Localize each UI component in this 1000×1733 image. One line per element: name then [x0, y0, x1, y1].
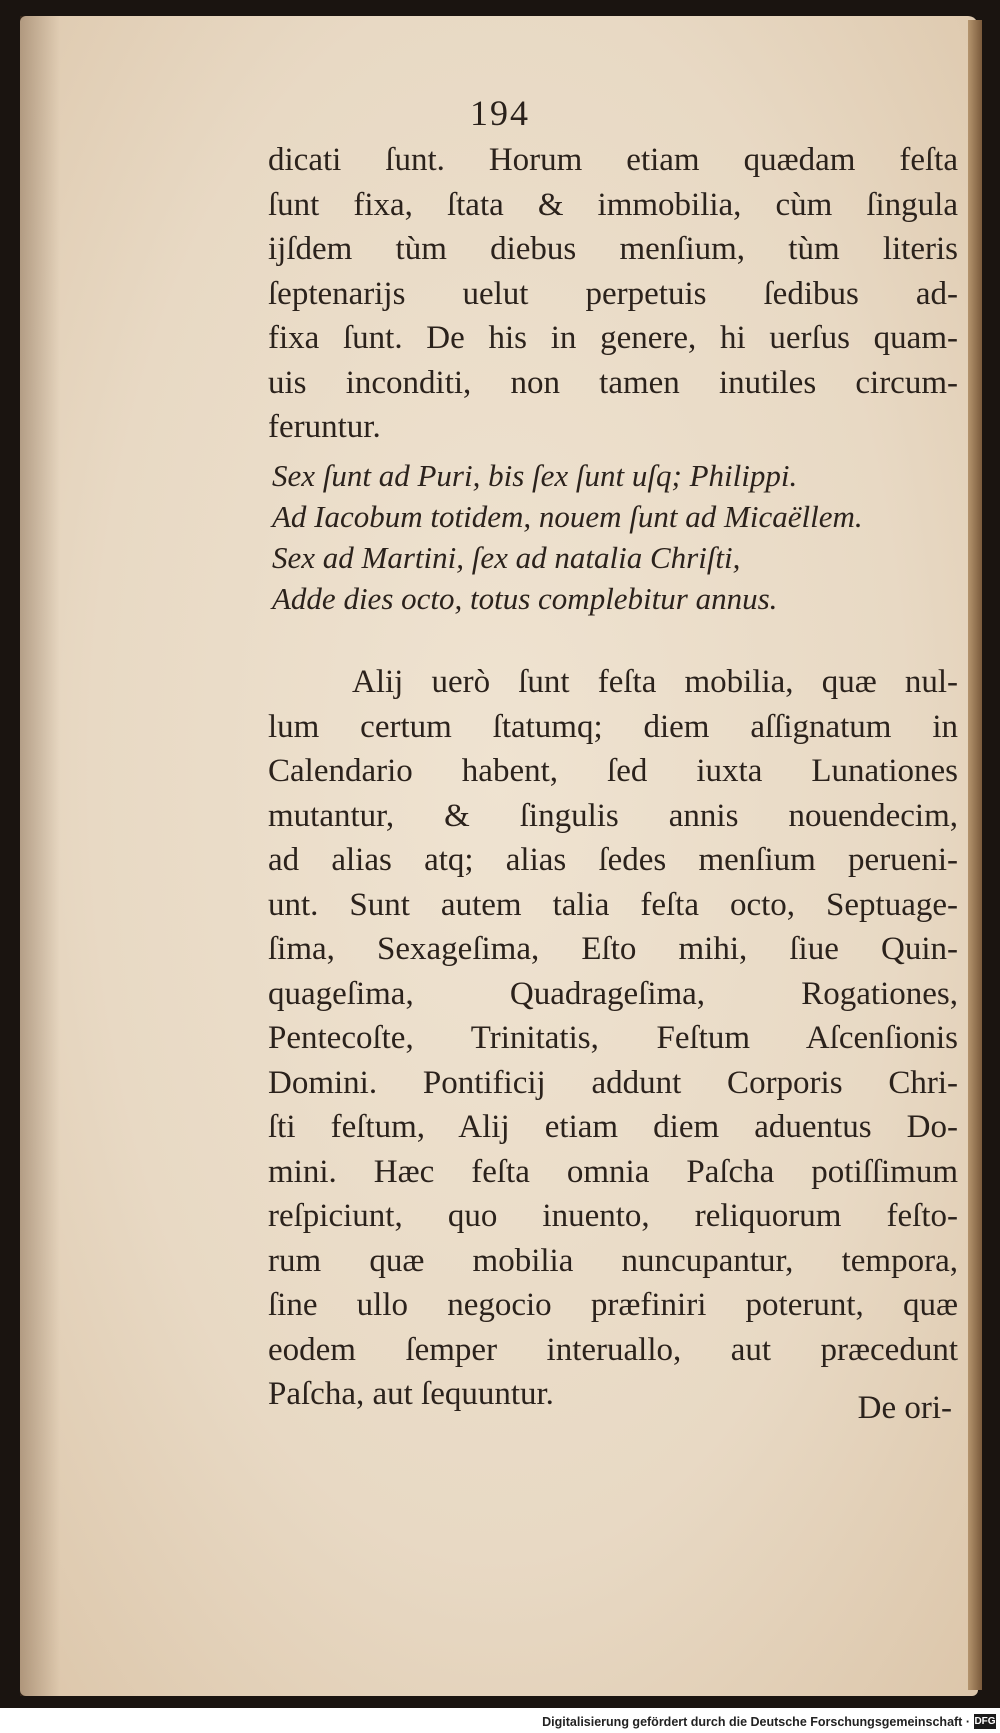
text-line: unt. Sunt autem talia feſta octo, Septuage-: [268, 886, 958, 923]
page-edge: [968, 20, 982, 1690]
text-line: dicati ſunt. Horum etiam quædam feſta: [268, 142, 958, 178]
gutter-shadow: [20, 16, 60, 1696]
text-line: eodem ſemper interuallo, aut præcedunt: [268, 1331, 958, 1368]
funding-note: Digitalisierung gefördert durch die Deutsche Forschungsgemeinschaft ·: [542, 1715, 970, 1729]
verse-line: Sex ſunt ad Puri, bis ſex ſunt uſq; Philippi.: [272, 458, 798, 493]
text-line: ad alias atq; alias ſedes menſium perueni-: [268, 842, 958, 878]
text-line: feruntur.: [268, 409, 381, 445]
page-number: 194: [470, 93, 530, 133]
text-line: Calendario habent, ſed iuxta Lunationes: [268, 753, 958, 789]
text-line: lum certum ſtatumq; diem aſſignatum in: [268, 708, 958, 745]
text-line: uis inconditi, non tamen inutiles circum-: [268, 364, 958, 401]
paragraph-1: [268, 138, 958, 450]
verse-line: Adde dies octo, totus complebitur annus.: [272, 581, 778, 616]
text-line: mini. Hæc feſta omnia Paſcha potiſſimum: [268, 1153, 958, 1190]
dfg-logo: DFG: [974, 1716, 996, 1727]
text-line: reſpiciunt, quo inuento, reliquorum feſto-: [268, 1198, 958, 1234]
text-line: ſti feſtum, Alij etiam diem aduentus Do-: [268, 1109, 958, 1145]
text-line: rum quæ mobilia nuncupantur, tempora,: [268, 1242, 958, 1279]
verse-block: [272, 455, 962, 619]
text-line: Paſcha, aut ſequuntur.: [268, 1376, 554, 1412]
verse-line: Ad Iacobum totidem, nouem ſunt ad Micaëllem.: [272, 499, 863, 534]
text-line: mutantur, & ſingulis annis nouendecim,: [268, 797, 958, 834]
catchword: De ori-: [857, 1390, 952, 1426]
text-line: ijſdem tùm diebus menſium, tùm literis: [268, 231, 958, 267]
text-line: Domini. Pontificij addunt Corporis Chri-: [268, 1064, 958, 1101]
text-line: ſunt fixa, ſtata & immobilia, cùm ſingula: [268, 186, 958, 223]
text-line: Pentecoſte, Trinitatis, Feſtum Aſcenſionis: [268, 1020, 958, 1056]
text-line: Alij uerò ſunt feſta mobilia, quæ nul-: [352, 664, 958, 700]
text-line: ſine ullo negocio præfiniri poterunt, quæ: [268, 1287, 958, 1323]
footer-bar: [0, 1711, 1000, 1733]
text-line: ſima, Sexageſima, Eſto mihi, ſiue Quin-: [268, 931, 958, 967]
text-line: fixa ſunt. De his in genere, hi uerſus quam-: [268, 320, 958, 356]
text-line: ſeptenarijs uelut perpetuis ſedibus ad-: [268, 275, 958, 312]
paragraph-2: [268, 660, 958, 1417]
verse-line: Sex ad Martini, ſex ad natalia Chriſti,: [272, 540, 741, 575]
text-line: quageſima, Quadrageſima, Rogationes,: [268, 975, 958, 1012]
